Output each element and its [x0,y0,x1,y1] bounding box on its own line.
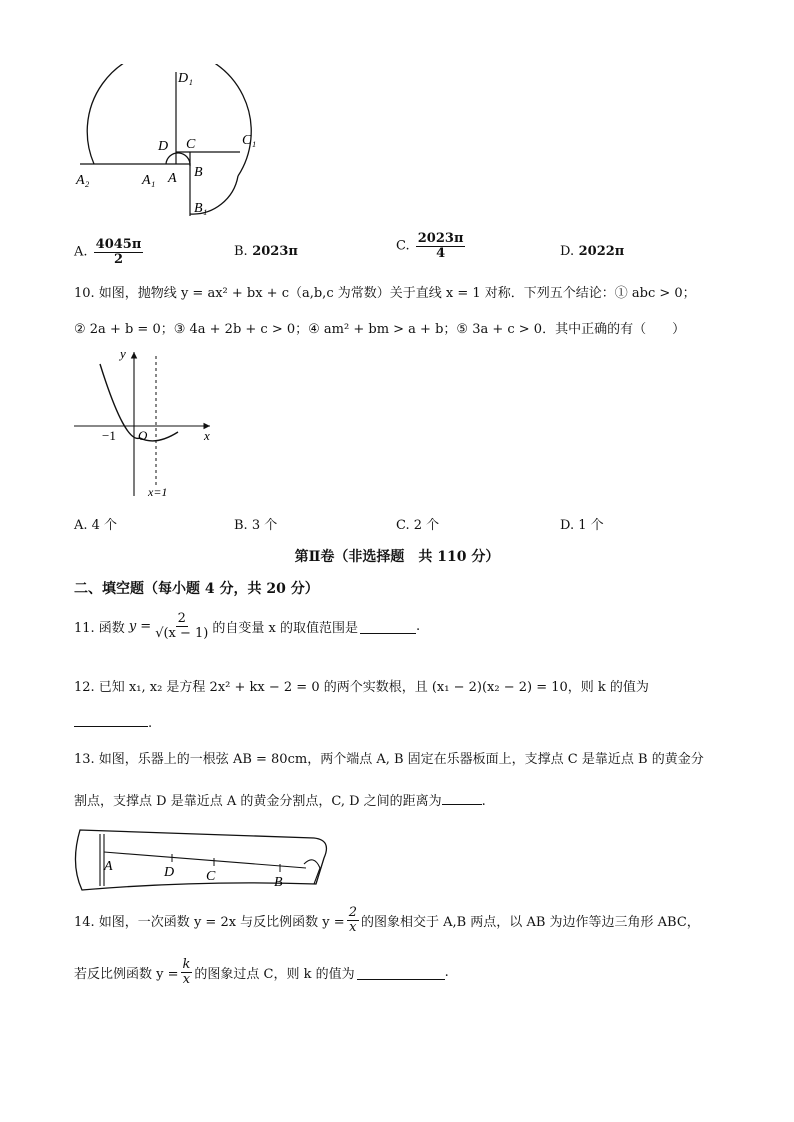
q14-line1: 14. 如图，一次函数 y = 2x 与反比例函数 y = $\frac{2}{x}$ 的图象相交于 A,B 两点，以 AB 为边作等边三角形 ABC， [74,905,700,935]
q13-line2: 割点，支撑点 D 是靠近点 A 的黄金分割点，C, D 之间的距离为 . [74,790,486,809]
q9-option-c: C. $\frac{2023\pi}{4}$ [396,231,464,261]
neg-one-label: −1 [102,428,116,443]
instrument-figure [70,824,334,894]
q10-option-c: C. 2 个 [396,518,440,533]
q11-fraction: $\frac{2}{√(x - 1)}$ [155,611,209,641]
label-D1: D₁ [178,71,193,86]
label-C: C [186,137,196,152]
parabola-graph [70,346,230,502]
q9-option-c-fraction: $\frac{2023\pi}{4}$ [417,231,464,261]
label-A1: A₁ [142,173,156,188]
y-label: y [120,346,126,361]
q14-answer-blank[interactable] [357,965,445,980]
q10-options [74,514,754,534]
q10-line2: ② 2a + b = 0；③ 4a + 2b + c > 0；④ am² + bm > a + b；⑤ 3a + c > 0．其中正确的有（ ） [74,322,686,337]
q10-line1: 10. 如图，抛物线 y = ax² + bx + c（a,b,c 为常数）关于直线 x = 1 对称．下列五个结论：① abc > 0； [74,286,696,301]
q9-option-d: D. 2022π [560,244,625,259]
q9-options [74,232,754,272]
section-title: 第Ⅱ卷（非选择题 共 110 分） [294,549,500,565]
inst-label-A: A [104,859,113,874]
label-C1: C₁ [242,133,257,148]
label-B1: B₁ [194,201,208,216]
q13-line1: 13. 如图，乐器上的一根弦 AB = 80cm，两个端点 A, B 固定在乐器板面上，支撑点 C 是靠近点 B 的黄金分 [74,752,704,767]
q12-line2: . [74,712,152,731]
spiral-big-arc [87,64,251,176]
q14-fraction-1: $\frac{2}{x}$ [348,905,357,935]
section-heading: 二、填空题（每小题 4 分，共 20 分） [74,581,319,597]
x-label: x [204,428,210,443]
q10-option-a: A. 4 个 [74,518,118,533]
q9-option-a: A. $\frac{4045\pi}{2}$ [74,237,142,267]
q14-line2: 若反比例函数 y = $\frac{k}{x}$ 的图象过点 C，则 k 的值为 . [74,957,449,987]
string-line [104,852,306,868]
label-D: D [158,139,169,154]
label-A: A [168,171,177,186]
q10-option-d: D. 1 个 [560,518,604,533]
inst-label-C: C [206,869,216,884]
q13-answer-blank[interactable] [442,790,482,805]
q12-answer-blank[interactable] [74,712,148,727]
q10-option-b: B. 3 个 [234,518,278,533]
q11-answer-blank[interactable] [360,619,416,634]
label-B: B [194,165,203,180]
label-A2: A₂ [76,173,90,188]
q11: 11. 函数 y = $\frac{2}{√(x - 1)}$ 的自变量 x 的取值范围是 . [74,611,421,641]
q9-option-a-fraction: $\frac{4045\pi}{2}$ [95,237,142,267]
q14-fraction-2: $\frac{k}{x}$ [182,957,191,987]
q9-option-b: B. 2023π [234,244,298,259]
symmetry-label: x=1 [148,485,168,499]
origin-label: O [138,428,148,443]
inst-label-B: B [274,875,283,890]
spiral-figure [70,64,270,224]
q12-line1: 12. 已知 x₁, x₂ 是方程 2x² + kx − 2 = 0 的两个实数根，且 (x₁ − 2)(x₂ − 2) = 10，则 k 的值为 [74,680,649,695]
inst-label-D: D [164,865,175,880]
